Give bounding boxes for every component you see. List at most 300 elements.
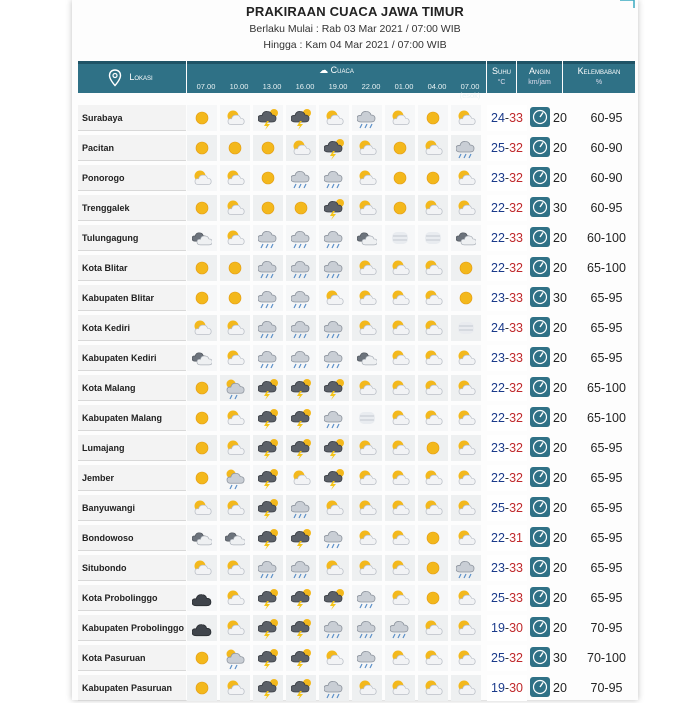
partly-cloudy-icon <box>390 348 410 370</box>
weather-cell <box>253 495 283 521</box>
weather-cell <box>253 555 283 581</box>
weather-cell <box>319 105 349 131</box>
column-header-suhu <box>487 61 516 93</box>
weather-cell <box>220 465 250 491</box>
partly-cloudy-icon <box>225 198 245 220</box>
humidity-range: 65-95 <box>590 441 623 455</box>
time-label: 01.00 <box>394 82 414 91</box>
weather-cell <box>385 645 415 671</box>
sun-icon <box>423 558 443 580</box>
weather-cells <box>187 585 492 611</box>
weather-cell <box>451 165 481 191</box>
weather-cell <box>187 165 217 191</box>
temp-max: 32 <box>509 411 523 425</box>
weather-cell <box>319 465 349 491</box>
partly-cloudy-icon <box>456 168 476 190</box>
weather-cells <box>187 525 492 551</box>
time-label: 22.00 <box>361 82 381 91</box>
temp-max: 33 <box>509 231 523 245</box>
weather-cell <box>418 495 448 521</box>
partly-cloudy-icon <box>225 498 245 520</box>
weather-cell <box>418 645 448 671</box>
partly-cloudy-icon <box>192 318 212 340</box>
partly-cloudy-icon <box>357 438 377 460</box>
partly-cloudy-icon <box>423 468 443 490</box>
partly-cloudy-icon <box>357 468 377 490</box>
weather-cell <box>418 585 448 611</box>
weather-cell <box>220 195 250 221</box>
weather-cell <box>451 105 481 131</box>
partly-cloudy-icon <box>357 498 377 520</box>
weather-cell <box>220 495 250 521</box>
time-label: 19.00 <box>328 82 348 91</box>
temp-min: 23 <box>491 561 505 575</box>
weather-cell <box>385 195 415 221</box>
rain-icon <box>324 618 344 640</box>
partly-cloudy-icon <box>456 438 476 460</box>
column-header-kelembaban <box>563 61 635 93</box>
partly-cloudy-icon <box>456 348 476 370</box>
partly-cloudy-icon <box>390 378 410 400</box>
temp-min: 22 <box>491 261 505 275</box>
thunderstorm-icon <box>324 438 344 460</box>
haze-icon <box>423 228 443 250</box>
weather-cells <box>187 195 492 221</box>
angin-label: Angin <box>528 66 550 76</box>
weather-cell <box>451 345 481 371</box>
thunderstorm-icon <box>324 138 344 160</box>
temp-max: 33 <box>509 321 523 335</box>
table-row <box>78 163 635 193</box>
weather-cell <box>451 225 481 251</box>
weather-cell <box>418 435 448 461</box>
temperature-range: 25-32 <box>487 135 527 161</box>
weather-cell <box>319 435 349 461</box>
weather-cell <box>187 645 217 671</box>
weather-cells <box>187 615 492 641</box>
partly-cloudy-icon <box>423 348 443 370</box>
wind-speed: 30 <box>553 291 567 305</box>
wind-speed: 20 <box>553 261 567 275</box>
sun-icon <box>456 288 476 310</box>
weather-cell <box>286 345 316 371</box>
temperature-range: 25-33 <box>487 585 527 611</box>
wind-direction-icon <box>530 317 550 337</box>
temp-max: 32 <box>509 261 523 275</box>
night-cloudy-icon <box>192 348 212 370</box>
humidity-range: 70-100 <box>587 651 626 665</box>
partly-cloudy-icon <box>225 408 245 430</box>
location-name: Kabupaten Pasuruan <box>78 675 186 701</box>
weather-cell <box>352 645 382 671</box>
temperature-range: 25-32 <box>487 645 527 671</box>
temp-max: 33 <box>509 291 523 305</box>
weather-cell <box>187 375 217 401</box>
sun-rain-icon <box>225 378 245 400</box>
temp-min: 19 <box>491 621 505 635</box>
weather-cell <box>418 195 448 221</box>
weather-cell <box>319 525 349 551</box>
sun-icon <box>423 588 443 610</box>
wind-speed: 20 <box>553 471 567 485</box>
weather-cell <box>352 675 382 701</box>
weather-cells <box>187 225 492 251</box>
weather-cell <box>385 255 415 281</box>
partly-cloudy-icon <box>423 648 443 670</box>
thunderstorm-icon <box>324 588 344 610</box>
weather-cell <box>286 285 316 311</box>
partly-cloudy-icon <box>291 468 311 490</box>
partly-cloudy-icon <box>390 258 410 280</box>
weather-cell <box>385 585 415 611</box>
temp-min: 23 <box>491 441 505 455</box>
weather-cell <box>253 165 283 191</box>
weather-cell <box>451 315 481 341</box>
weather-cell <box>352 135 382 161</box>
table-row <box>78 553 635 583</box>
wind-speed: 20 <box>553 231 567 245</box>
weather-cell <box>385 615 415 641</box>
wind-direction-icon <box>530 437 550 457</box>
partly-cloudy-icon <box>456 198 476 220</box>
weather-cell <box>187 495 217 521</box>
table-row <box>78 373 635 403</box>
wind-cell <box>528 105 576 131</box>
wind-speed: 20 <box>553 501 567 515</box>
temp-min: 22 <box>491 201 505 215</box>
weather-cell <box>220 315 250 341</box>
thunderstorm-icon <box>258 108 278 130</box>
weather-cell <box>451 465 481 491</box>
partly-cloudy-icon <box>225 678 245 700</box>
sun-icon <box>192 378 212 400</box>
partly-cloudy-icon <box>390 498 410 520</box>
weather-cell <box>451 495 481 521</box>
rain-icon <box>357 618 377 640</box>
weather-cells <box>187 375 492 401</box>
kelembaban-label: Kelembaban <box>577 66 621 76</box>
weather-cells <box>187 465 492 491</box>
weather-cell <box>319 315 349 341</box>
rain-icon <box>390 618 410 640</box>
partly-cloudy-icon <box>390 408 410 430</box>
humidity-range: 65-95 <box>590 531 623 545</box>
rain-icon <box>357 588 377 610</box>
temp-min: 19 <box>491 681 505 695</box>
wind-cell <box>528 225 576 251</box>
weather-cell <box>385 345 415 371</box>
partly-cloudy-icon <box>390 588 410 610</box>
partly-cloudy-icon <box>225 588 245 610</box>
wind-direction-icon <box>530 137 550 157</box>
rain-icon <box>291 558 311 580</box>
weather-cell <box>352 435 382 461</box>
partly-cloudy-icon <box>225 438 245 460</box>
thunderstorm-icon <box>291 108 311 130</box>
rain-icon <box>258 288 278 310</box>
weather-cell <box>418 375 448 401</box>
partly-cloudy-icon <box>423 618 443 640</box>
weather-cell <box>187 405 217 431</box>
temp-min: 24 <box>491 321 505 335</box>
weather-cell <box>451 435 481 461</box>
partly-cloudy-icon <box>357 318 377 340</box>
rain-icon <box>456 138 476 160</box>
sun-icon <box>291 198 311 220</box>
wind-direction-icon <box>530 647 550 667</box>
partly-cloudy-icon <box>192 168 212 190</box>
weather-cell <box>187 285 217 311</box>
rain-icon <box>291 228 311 250</box>
weather-cell <box>220 285 250 311</box>
weather-cell <box>352 345 382 371</box>
rain-icon <box>357 108 377 130</box>
partly-cloudy-icon <box>456 648 476 670</box>
weather-cell <box>187 615 217 641</box>
rain-icon <box>324 678 344 700</box>
rain-icon <box>324 258 344 280</box>
humidity-range: 65-95 <box>590 321 623 335</box>
sun-icon <box>423 438 443 460</box>
weather-cell <box>319 345 349 371</box>
location-name: Situbondo <box>78 555 186 581</box>
weather-cell <box>418 255 448 281</box>
wind-direction-icon <box>530 677 550 697</box>
wind-direction-icon <box>530 227 550 247</box>
temperature-range: 19-30 <box>487 675 527 701</box>
weather-cell <box>220 435 250 461</box>
time-label: 07.00 (esok) <box>459 82 481 100</box>
wind-speed: 20 <box>553 561 567 575</box>
weather-cell <box>286 645 316 671</box>
wind-direction-icon <box>530 467 550 487</box>
location-name: Kabupaten Kediri <box>78 345 186 371</box>
night-cloudy-icon <box>357 348 377 370</box>
weather-cell <box>352 405 382 431</box>
table-row <box>78 673 635 703</box>
partly-cloudy-icon <box>390 528 410 550</box>
sun-icon <box>192 408 212 430</box>
rain-icon <box>258 258 278 280</box>
weather-cell <box>451 405 481 431</box>
time-label: 07.00 <box>196 82 216 91</box>
thunderstorm-icon <box>291 438 311 460</box>
weather-cell <box>253 345 283 371</box>
partly-cloudy-icon <box>423 678 443 700</box>
weather-cells <box>187 135 492 161</box>
weather-cell <box>286 555 316 581</box>
weather-cell <box>253 255 283 281</box>
sun-icon <box>390 168 410 190</box>
location-name: Kabupaten Blitar <box>78 285 186 311</box>
rain-icon <box>291 318 311 340</box>
partly-cloudy-icon <box>390 558 410 580</box>
location-name: Bondowoso <box>78 525 186 551</box>
night-cloudy-icon <box>192 228 212 250</box>
weather-cell <box>352 255 382 281</box>
thunderstorm-icon <box>291 648 311 670</box>
weather-cell <box>253 675 283 701</box>
weather-cell <box>286 135 316 161</box>
sun-icon <box>192 198 212 220</box>
partly-cloudy-icon <box>456 678 476 700</box>
temp-min: 25 <box>491 651 505 665</box>
weather-cell <box>187 255 217 281</box>
temp-min: 23 <box>491 351 505 365</box>
wind-direction-icon <box>530 407 550 427</box>
humidity-range: 65-100 <box>587 261 626 275</box>
partly-cloudy-icon <box>456 498 476 520</box>
weather-cells <box>187 555 492 581</box>
temp-min: 22 <box>491 471 505 485</box>
partly-cloudy-icon <box>390 648 410 670</box>
weather-cell <box>319 165 349 191</box>
weather-cell <box>187 225 217 251</box>
weather-cell <box>319 225 349 251</box>
thunderstorm-icon <box>324 198 344 220</box>
temperature-range: 22-32 <box>487 375 527 401</box>
wind-direction-icon <box>530 557 550 577</box>
wind-cell <box>528 315 576 341</box>
thunderstorm-icon <box>291 588 311 610</box>
weather-cells <box>187 675 492 701</box>
temp-max: 30 <box>509 621 523 635</box>
rain-icon <box>291 348 311 370</box>
location-name: Ponorogo <box>78 165 186 191</box>
sun-icon <box>192 258 212 280</box>
weather-cell <box>352 495 382 521</box>
weather-cell <box>418 135 448 161</box>
temperature-range: 23-32 <box>487 165 527 191</box>
weather-cells <box>187 255 492 281</box>
table-row <box>78 433 635 463</box>
time-label: 13.00 <box>262 82 282 91</box>
weather-cell <box>253 465 283 491</box>
wind-speed: 20 <box>553 381 567 395</box>
rain-icon <box>324 228 344 250</box>
weather-cell <box>418 105 448 131</box>
valid-from: Berlaku Mulai : Rab 03 Mar 2021 / 07:00 WIB <box>249 23 461 35</box>
weather-cell <box>418 285 448 311</box>
weather-cell <box>385 555 415 581</box>
table-row <box>78 523 635 553</box>
weather-cell <box>451 645 481 671</box>
wind-direction-icon <box>530 257 550 277</box>
temp-min: 22 <box>491 231 505 245</box>
temperature-range: 23-33 <box>487 285 527 311</box>
wind-speed: 30 <box>553 201 567 215</box>
partly-cloudy-icon <box>423 198 443 220</box>
temperature-range: 23-32 <box>487 435 527 461</box>
weather-cells <box>187 495 492 521</box>
weather-cell <box>385 135 415 161</box>
kelembaban-unit: % <box>595 79 603 86</box>
weather-cell <box>451 135 481 161</box>
humidity-range: 65-100 <box>587 411 626 425</box>
page-title: PRAKIRAAN CUACA JAWA TIMUR <box>245 4 464 19</box>
column-header-cuaca <box>187 61 486 100</box>
sun-icon <box>225 258 245 280</box>
temp-max: 33 <box>509 111 523 125</box>
temp-max: 32 <box>509 441 523 455</box>
dark-cloud-icon <box>192 588 212 610</box>
wind-speed: 20 <box>553 621 567 635</box>
wind-direction-icon <box>530 197 550 217</box>
temp-max: 32 <box>509 381 523 395</box>
partly-cloudy-icon <box>423 138 443 160</box>
time-labels <box>187 82 486 100</box>
wind-cell <box>528 435 576 461</box>
haze-icon <box>390 228 410 250</box>
weather-cell <box>451 525 481 551</box>
weather-cell <box>220 225 250 251</box>
temp-min: 25 <box>491 591 505 605</box>
wind-speed: 20 <box>553 441 567 455</box>
location-name: Kota Pasuruan <box>78 645 186 671</box>
temp-min: 22 <box>491 381 505 395</box>
partly-cloudy-icon <box>456 588 476 610</box>
weather-cell <box>352 225 382 251</box>
weather-cell <box>451 585 481 611</box>
sun-icon <box>192 678 212 700</box>
table-row <box>78 193 635 223</box>
sun-icon <box>258 138 278 160</box>
weather-cell <box>253 225 283 251</box>
thunderstorm-icon <box>258 498 278 520</box>
angin-unit: km/jam <box>528 79 551 86</box>
weather-cell <box>385 315 415 341</box>
column-header-lokasi <box>78 61 186 93</box>
humidity-range: 65-100 <box>587 381 626 395</box>
weather-cell <box>220 585 250 611</box>
column-header-angin <box>517 61 562 93</box>
weather-cell <box>418 165 448 191</box>
humidity-range: 65-95 <box>590 471 623 485</box>
partly-cloudy-icon <box>291 138 311 160</box>
night-cloudy-icon <box>456 228 476 250</box>
weather-cell <box>286 465 316 491</box>
weather-cell <box>253 645 283 671</box>
partly-cloudy-icon <box>357 168 377 190</box>
partly-cloudy-icon <box>423 258 443 280</box>
weather-cell <box>451 255 481 281</box>
weather-cell <box>187 585 217 611</box>
weather-cell <box>451 615 481 641</box>
weather-cell <box>418 675 448 701</box>
temp-min: 24 <box>491 111 505 125</box>
table-row <box>78 283 635 313</box>
weather-cell <box>253 105 283 131</box>
rain-icon <box>357 648 377 670</box>
weather-cell <box>319 645 349 671</box>
wind-speed: 20 <box>553 351 567 365</box>
wind-direction-icon <box>530 497 550 517</box>
sun-icon <box>423 108 443 130</box>
sun-icon <box>225 288 245 310</box>
weather-cell <box>352 315 382 341</box>
wind-direction-icon <box>530 527 550 547</box>
table-row <box>78 103 635 133</box>
weather-cell <box>253 315 283 341</box>
partly-cloudy-icon <box>324 558 344 580</box>
thunderstorm-icon <box>324 468 344 490</box>
sun-icon <box>456 258 476 280</box>
partly-cloudy-icon <box>225 558 245 580</box>
wind-direction-icon <box>530 377 550 397</box>
weather-cells <box>187 105 492 131</box>
weather-cell <box>286 165 316 191</box>
weather-cell <box>286 615 316 641</box>
